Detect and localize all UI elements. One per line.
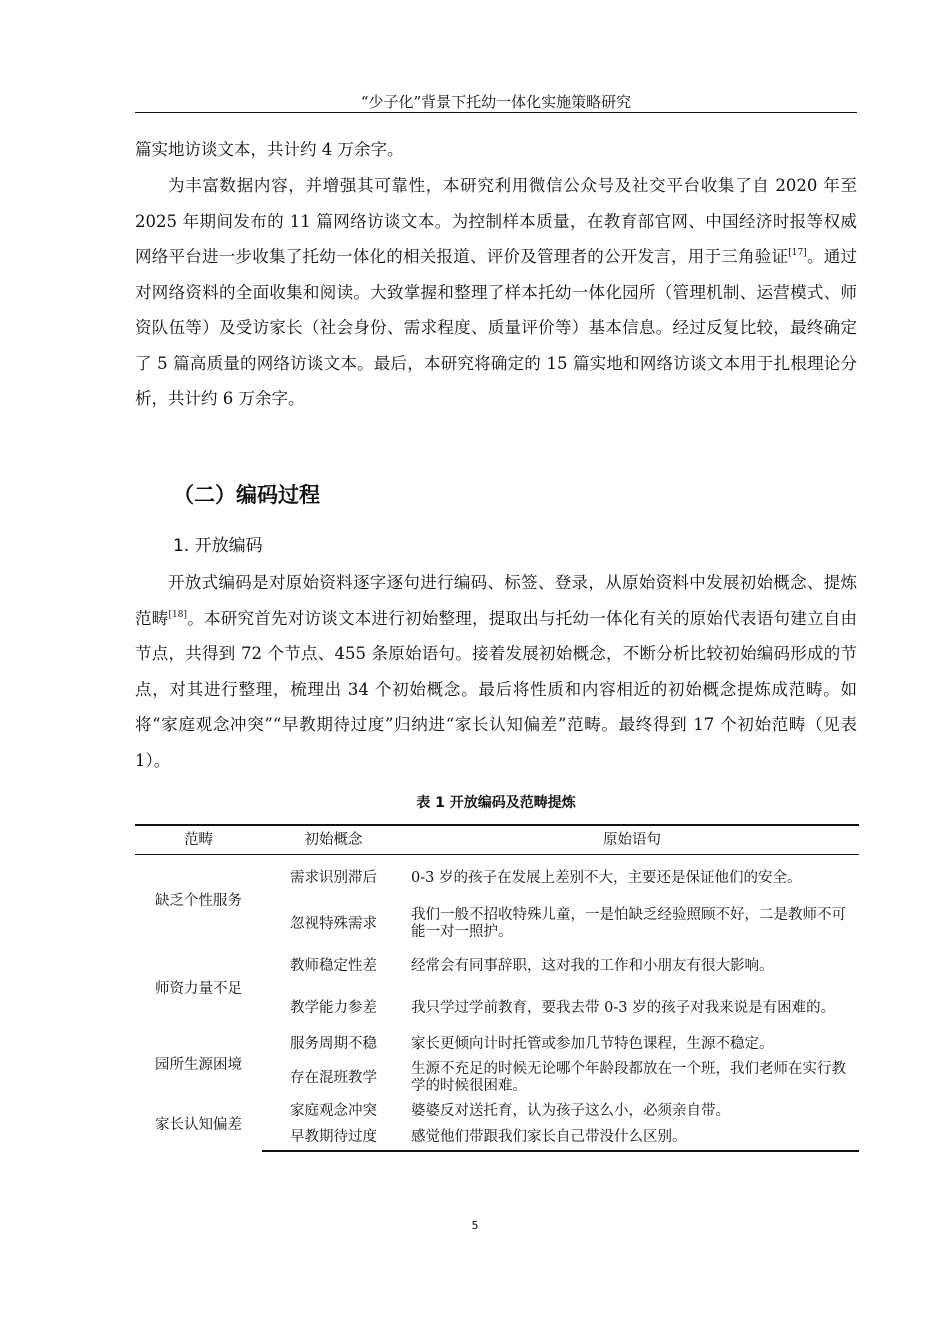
quote-cell: 0-3 岁的孩子在发展上差别不大，主要还是保证他们的安全。 xyxy=(411,869,802,886)
paragraph-text: 。通过对网络资料的全面收集和阅读。大致掌握和整理了样本托幼一体化园所（管理机制、运营模式、师资队伍等）及受访家长（社会身份、需求程度、质量评价等）基本信息。经过反复比较，最终确定了 5 篇高质量的网络访谈文本。最后，本研究将确定的 15 篇实地和网络访谈文本用于扎根理论分析，共计约 6 万余字。 xyxy=(135,247,858,408)
paragraph-continuation: 篇实地访谈文本，共计约 4 万余字。 xyxy=(135,140,404,159)
concept-cell: 忽视特殊需求 xyxy=(290,915,377,932)
citation-18: [18] xyxy=(168,609,187,620)
page-number: 5 xyxy=(471,1219,479,1232)
category-cell: 园所生源困境 xyxy=(155,1056,242,1073)
column-header: 原始语句 xyxy=(405,825,859,855)
table-caption: 表 1 开放编码及范畴提炼 xyxy=(416,795,576,811)
paragraph-text: 为丰富数据内容，并增强其可靠性，本研究利用微信公众号及社交平台收集了自 2020 年至 2025 年期间发布的 11 篇网络访谈文本。为控制样本质量，在教育部官网、中国经济时报等权威网络平台进一步收集了托幼一体化的相关报道、评价及管理者的公开发言，用于三角验证 xyxy=(135,176,857,266)
section-heading: （二）编码过程 xyxy=(173,483,320,507)
quote-cell: 经常会有同事辞职，这对我的工作和小朋友有很大影响。 xyxy=(411,957,774,974)
quote-cell: 婆婆反对送托育，认为孩子这么小，必须亲自带。 xyxy=(411,1103,730,1119)
table-row xyxy=(135,1099,859,1124)
quote-cell: 我只学过学前教育，要我去带 0-3 岁的孩子对我来说是有困难的。 xyxy=(411,999,836,1016)
category-cell: 缺乏个性服务 xyxy=(155,892,242,909)
paragraph-data-collection xyxy=(135,168,857,417)
coding-table xyxy=(135,824,859,1152)
concept-cell: 存在混班教学 xyxy=(290,1069,377,1086)
concept-cell: 家庭观念冲突 xyxy=(290,1103,377,1119)
column-header: 初始概念 xyxy=(262,825,405,855)
category-cell: 师资力量不足 xyxy=(155,980,242,997)
quote-cell: 我们一般不招收特殊儿童，一是怕缺乏经验照顾不好，二是教师不可能一对一照护。 xyxy=(411,907,846,940)
header-rule xyxy=(135,112,857,113)
running-header: “少子化”背景下托幼一体化实施策略研究 xyxy=(360,93,632,111)
column-header: 范畴 xyxy=(135,825,262,855)
quote-cell: 家长更倾向计时托管或参加几节特色课程，生源不稳定。 xyxy=(411,1035,774,1052)
concept-cell: 教师稳定性差 xyxy=(290,957,377,974)
category-cell: 家长认知偏差 xyxy=(155,1116,242,1133)
quote-cell: 感觉他们带跟我们家长自己带没什么区别。 xyxy=(405,1124,859,1151)
table-row xyxy=(135,1031,859,1057)
table-header-row xyxy=(135,825,859,855)
concept-cell: 需求识别滞后 xyxy=(290,869,377,886)
table-row xyxy=(135,855,859,902)
table-row xyxy=(135,947,859,985)
concept-cell: 教学能力参差 xyxy=(290,999,377,1016)
concept-cell: 服务周期不稳 xyxy=(290,1035,377,1052)
paragraph-text: 开放式编码是对原始资料逐字逐句进行编码、标签、登录，从原始资料中发展初始概念、提炼范畴 xyxy=(135,573,857,628)
concept-cell: 早教期待过度 xyxy=(262,1124,405,1151)
citation-17: [17] xyxy=(788,248,807,258)
subsection-heading: 1. 开放编码 xyxy=(173,536,263,556)
paragraph-text: 。本研究首先对访谈文本进行初始整理，提取出与托幼一体化有关的原始代表语句建立自由节点，共得到 72 个节点、455 条原始语句。接着发展初始概念，不断分析比较初始编码形成的节点，对其进行整理，梳理出 34 个初始概念。最后将性质和内容相近的初始概念提炼成范畴。如将“家庭观念冲突”“早教期待过度”归纳进“家长认知偏差”范畴。最终得到 17 个初始范畴（见表 1）。 xyxy=(135,608,858,770)
quote-cell: 生源不充足的时候无论哪个年龄段都放在一个班，我们老师在实行教学的时候很困难。 xyxy=(411,1061,846,1094)
paragraph-open-coding xyxy=(135,565,857,778)
